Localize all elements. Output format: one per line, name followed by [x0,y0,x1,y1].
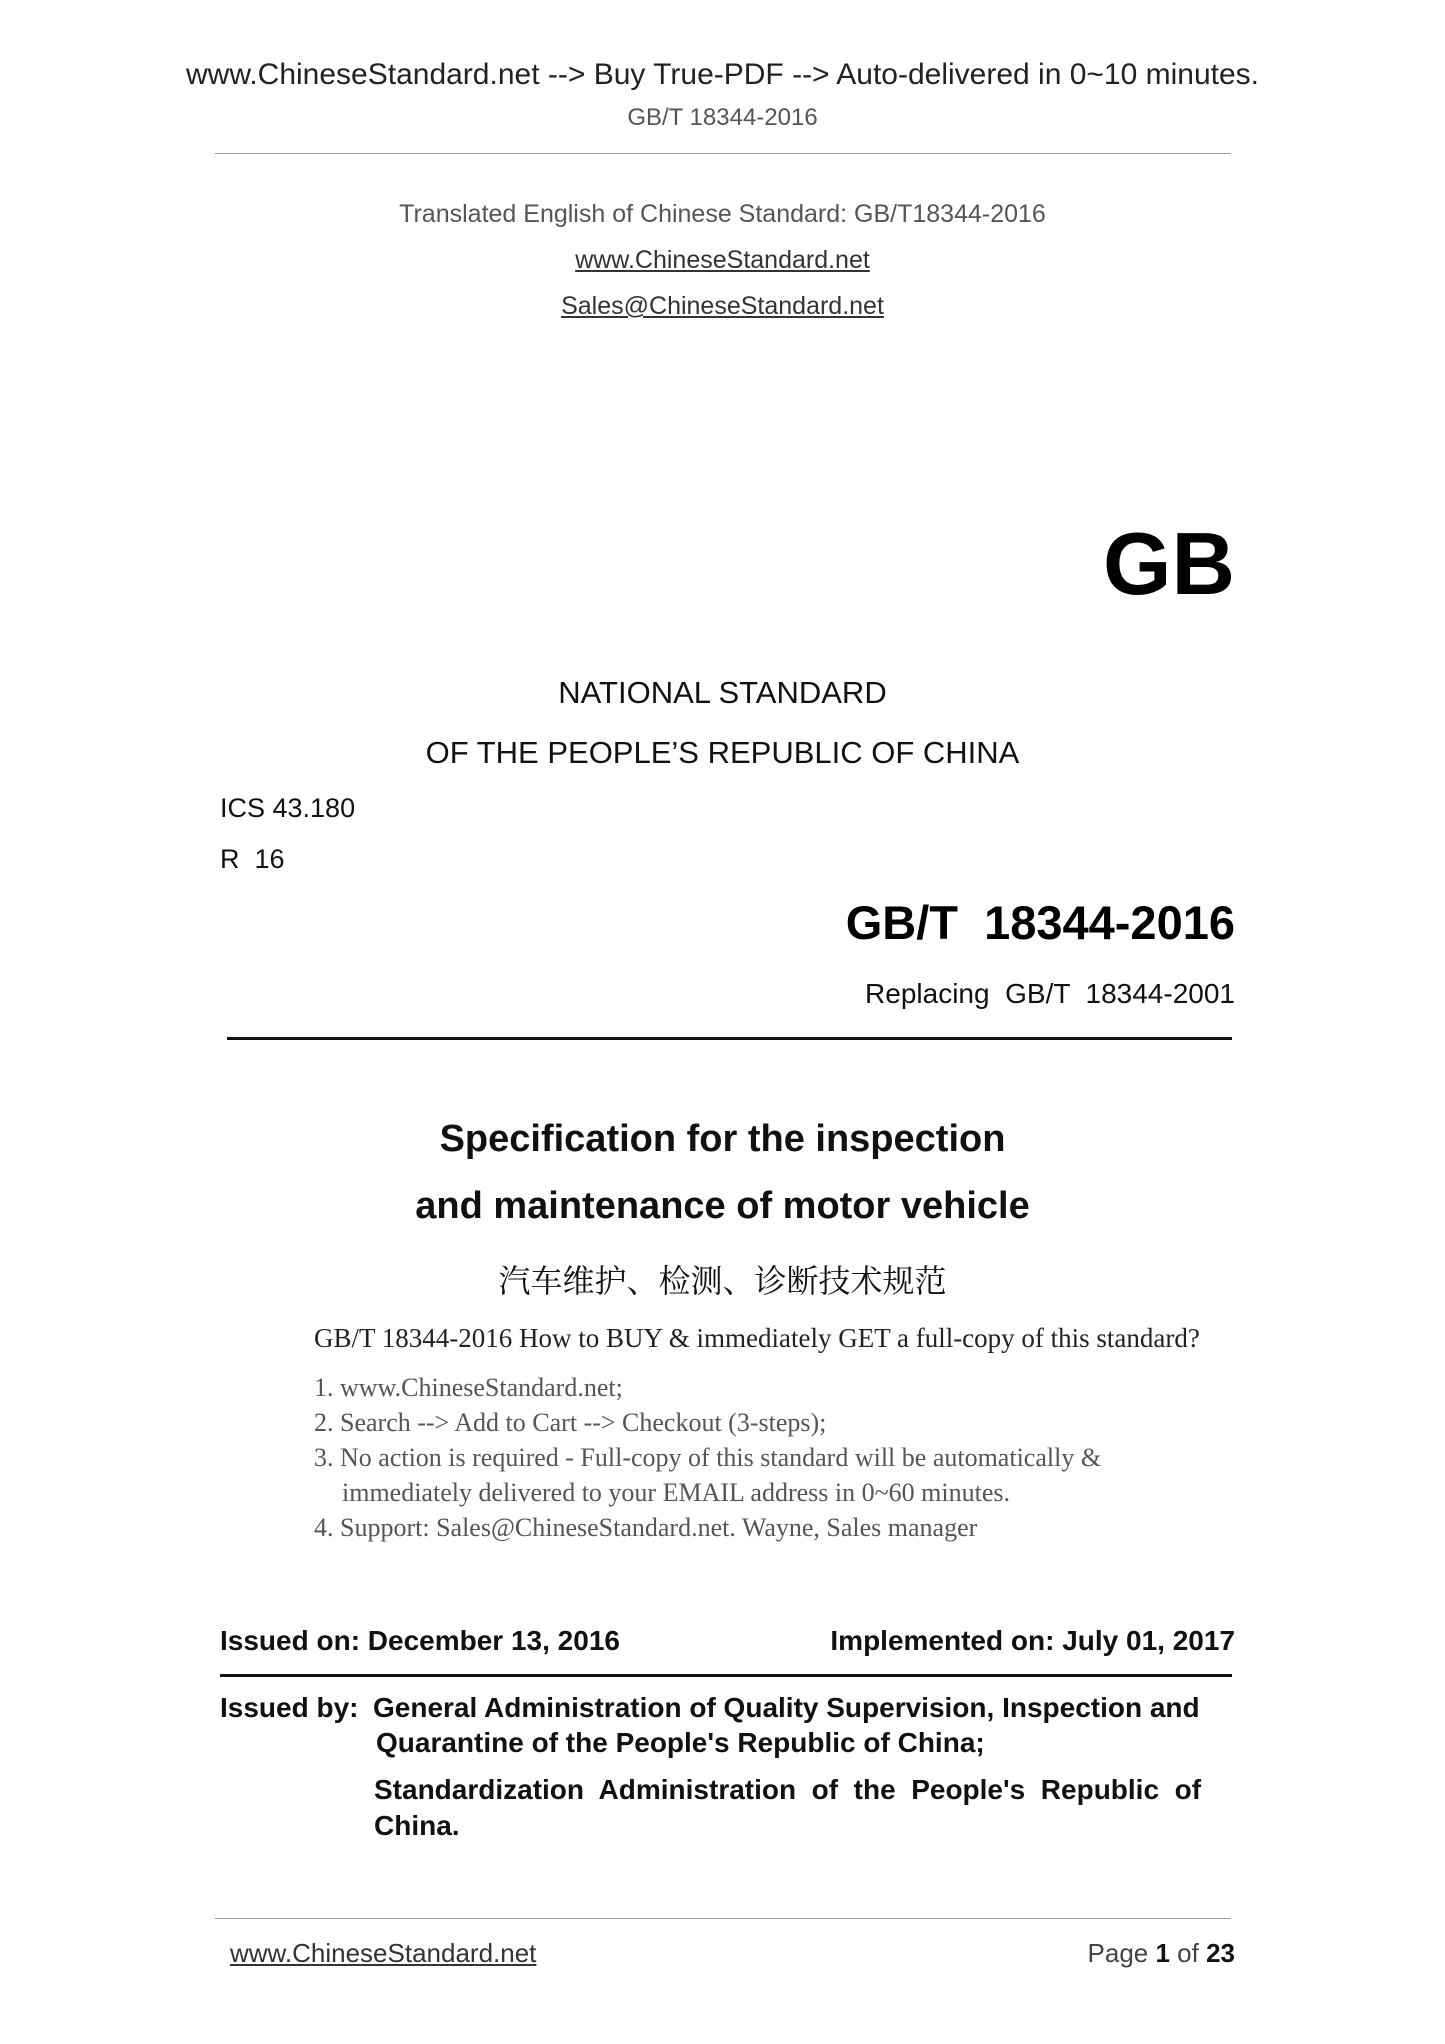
purchase-step-1: 1. www.ChineseStandard.net; [314,1373,623,1402]
issuer-org2-line2: China. [374,1810,460,1841]
header-standard-code: GB/T 18344-2016 [627,104,818,131]
implemented-date: Implemented on: July 01, 2017 [830,1625,1235,1656]
issued-date: Issued on: December 13, 2016 [220,1625,620,1656]
email-link[interactable]: Sales@ChineseStandard.net [561,292,884,320]
page-indicator [1088,1938,1235,1969]
issued-by-label: Issued by: [220,1692,359,1723]
purchase-step-3: 3. No action is required - Full-copy of this standard will be automatically & [314,1443,1102,1472]
website-link[interactable]: www.ChineseStandard.net [575,246,870,274]
title-line1: Specification for the inspection [439,1118,1006,1160]
national-standard-line2: OF THE PEOPLE’S REPUBLIC OF CHINA [425,735,1020,770]
issuer-org2-line1: Standardization Administration of the People's Republic of [374,1774,1202,1805]
title-chinese: 汽车维护、检测、诊断技术规范 [498,1262,947,1300]
footer-website-link[interactable]: www.ChineseStandard.net [230,1938,537,1968]
purchase-step-4: 4. Support: Sales@ChineseStandard.net. Wayne, Sales manager [314,1513,978,1542]
dates-divider [220,1674,1232,1677]
header-banner: www.ChineseStandard.net --> Buy True-PDF --> Auto-delivered in 0~10 minutes. [185,58,1260,91]
page-of: of [1169,1938,1207,1968]
gb-mark: GB [1103,514,1235,613]
purchase-step-3-cont: immediately delivered to your EMAIL address in 0~60 minutes. [342,1478,1011,1507]
page-prefix: Page [1087,1938,1156,1968]
title-line2: and maintenance of motor vehicle [415,1185,1030,1227]
national-standard-line1: NATIONAL STANDARD [558,675,887,710]
number-divider [227,1037,1232,1040]
footer-divider [215,1918,1231,1919]
ics-code: ICS 43.180 [220,793,356,823]
translation-note: Translated English of Chinese Standard: GB/T18344-2016 [399,200,1046,228]
issuer-org1-line1: General Administration of Quality Supervision, Inspection and [373,1692,1200,1723]
issuer-org1-line2: Quarantine of the People's Republic of China; [376,1727,985,1758]
page-current: 1 [1155,1938,1170,1968]
header-divider [215,153,1231,154]
purchase-step-2: 2. Search --> Add to Cart --> Checkout (3-steps); [314,1408,827,1437]
ccs-code: R 16 [220,844,285,874]
purchase-heading: GB/T 18344-2016 How to BUY & immediately GET a full-copy of this standard? [314,1323,1200,1353]
page-total: 23 [1206,1938,1235,1968]
replacing-note: Replacing GB/T 18344-2001 [865,978,1235,1009]
standard-number: GB/T 18344-2016 [845,896,1235,949]
